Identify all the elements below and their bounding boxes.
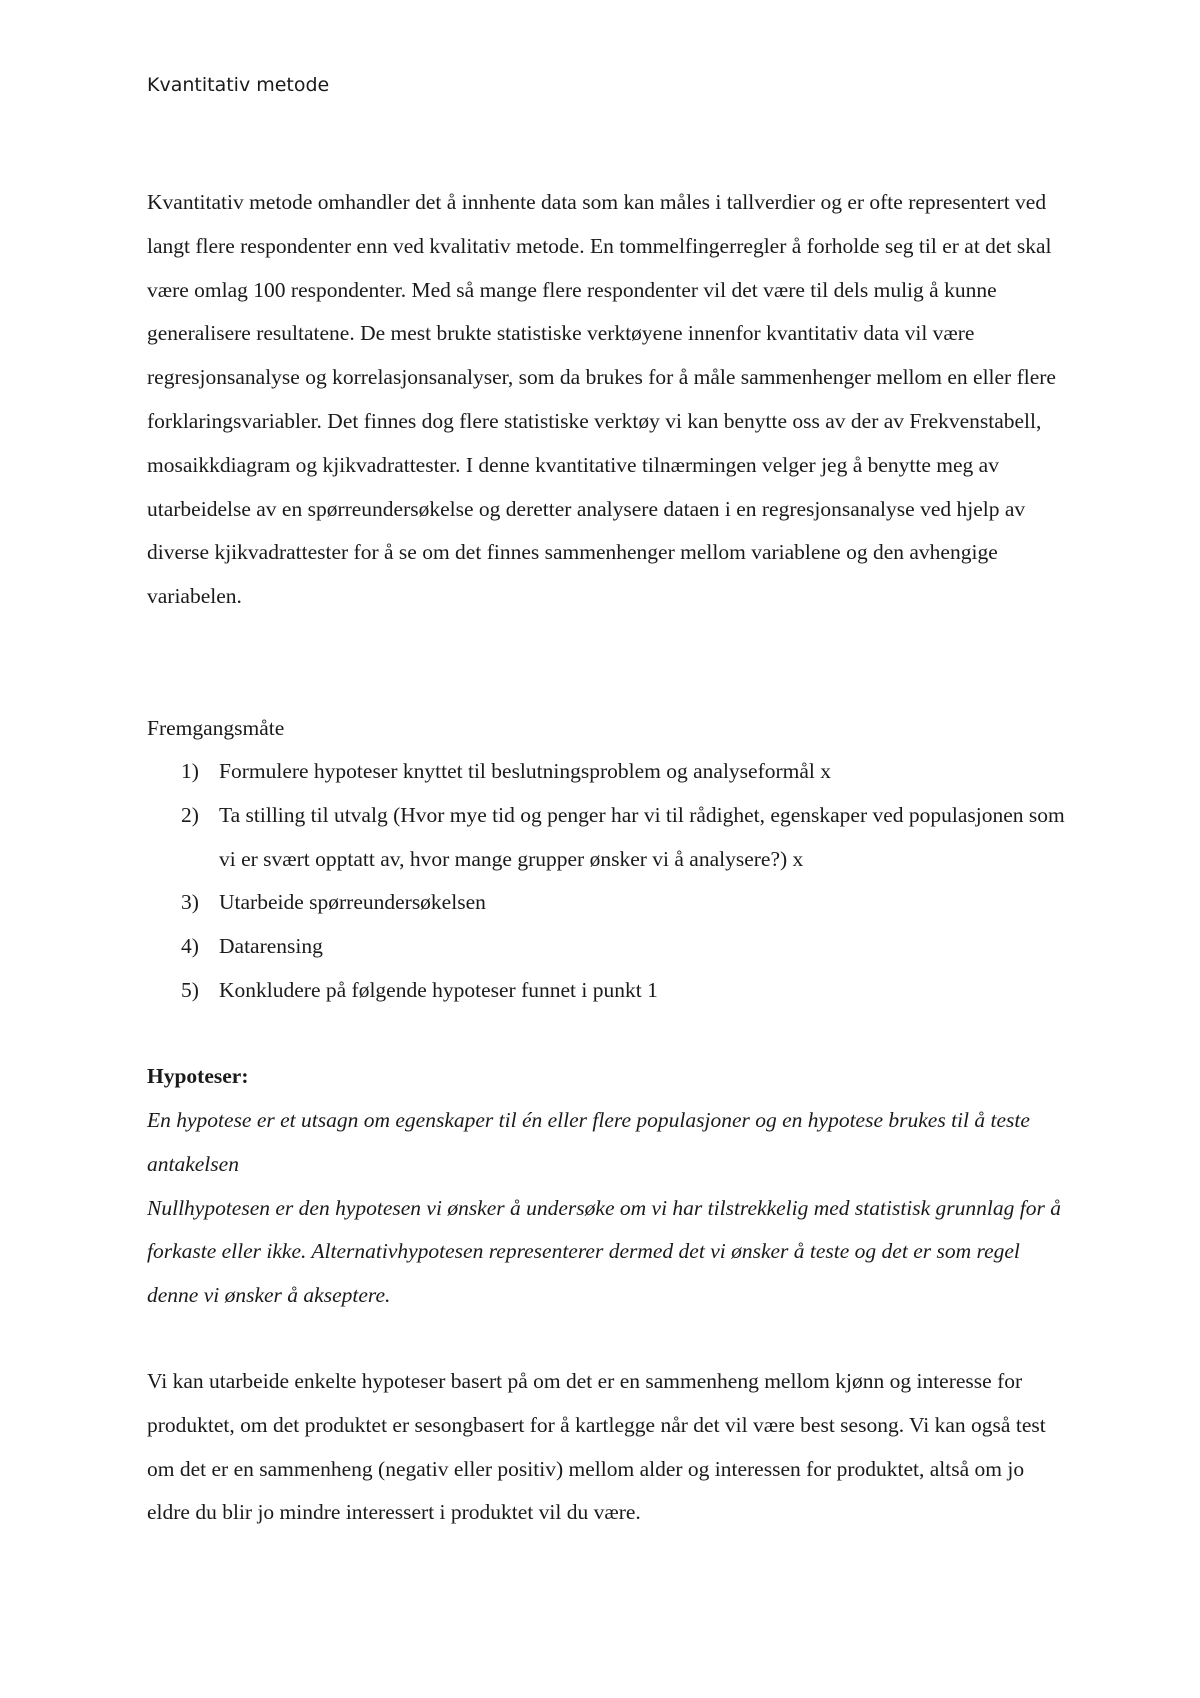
hypotheses-definition-block (147, 1099, 1067, 1318)
list-item-number: 1) (181, 759, 199, 783)
list-item (147, 969, 1067, 1013)
list-item-text: Konkludere på følgende hypoteser funnet i punkt 1 (219, 977, 658, 1002)
intro-paragraph: Kvantitativ metode omhandler det å innhente data som kan måles i tallverdier og er ofte representert ved langt flere respondenter enn ved kvalitativ metode. En tommelfingerregler å forholde seg til er at det skal være omlag 100 respondenter. Med så mange flere respondenter vil det være til dels mulig å kunne generalisere resultatene. De mest brukte statistiske verktøyene innenfor kvantitativ data vil være regresjonsanalyse og korrelasjonsanalyser, som da brukes for å måle sammenhenger mellom en eller flere forklaringsvariabler. Det finnes dog flere statistiske verktøy vi kan benytte oss av der av Frekvenstabell, mosaikkdiagram og kjikvadrattester. I denne kvantitative tilnærmingen velger jeg å benytte meg av utarbeidelse av en spørreundersøkelse og deretter analysere dataen i en regresjonsanalyse ved hjelp av diverse kjikvadrattester for å se om det finnes sammenhenger mellom variablene og den avhengige variabelen. (147, 190, 1056, 609)
closing-paragraph: Vi kan utarbeide enkelte hypoteser basert på om det er en sammenheng mellom kjønn og interesse for produktet, om det produktet er sesongbasert for å kartlegge når det vil være best sesong. Vi kan også test om det er en sammenheng (negativ eller positiv) mellom alder og interessen for produktet, altså om jo eldre du blir jo mindre interessert i produktet vil du være. (147, 1369, 1046, 1525)
steps-list (147, 750, 1067, 1013)
hypotheses-null-definition: Nullhypotesen er den hypotesen vi ønsker å undersøke om vi har tilstrekkelig med statistisk grunnlag for å forkaste eller ikke. Alternativhypotesen representerer dermed det vi ønsker å teste og det er som regel denne vi ønsker å akseptere. (147, 1195, 1061, 1308)
list-item-text: Datarensing (219, 934, 323, 959)
document-title: Kvantitativ metode (147, 74, 330, 96)
hypotheses-heading: Hypoteser: (147, 1064, 249, 1088)
list-item-number: 2) (181, 802, 199, 827)
list-item-number: 3) (181, 890, 199, 915)
list-item-text: Utarbeide spørreundersøkelsen (219, 890, 486, 915)
list-item (147, 750, 1067, 794)
list-item-text: Ta stilling til utvalg (Hvor mye tid og penger har vi til rådighet, egenskaper ved populasjonen som vi er svært opptatt av, hvor mange grupper ønsker vi å analysere?) x (219, 802, 1065, 871)
steps-heading: Fremgangsmåte (147, 716, 285, 740)
list-item-number: 4) (181, 934, 199, 959)
list-item (147, 881, 1067, 925)
hypotheses-definition: En hypotese er et utsagn om egenskaper til én eller flere populasjoner og en hypotese brukes til å teste antakelsen (147, 1108, 1030, 1176)
list-item-text: Formulere hypoteser knyttet til beslutningsproblem og analyseformål x (219, 759, 832, 783)
list-item (147, 925, 1067, 969)
list-item-number: 5) (181, 977, 199, 1002)
list-item (147, 794, 1067, 882)
